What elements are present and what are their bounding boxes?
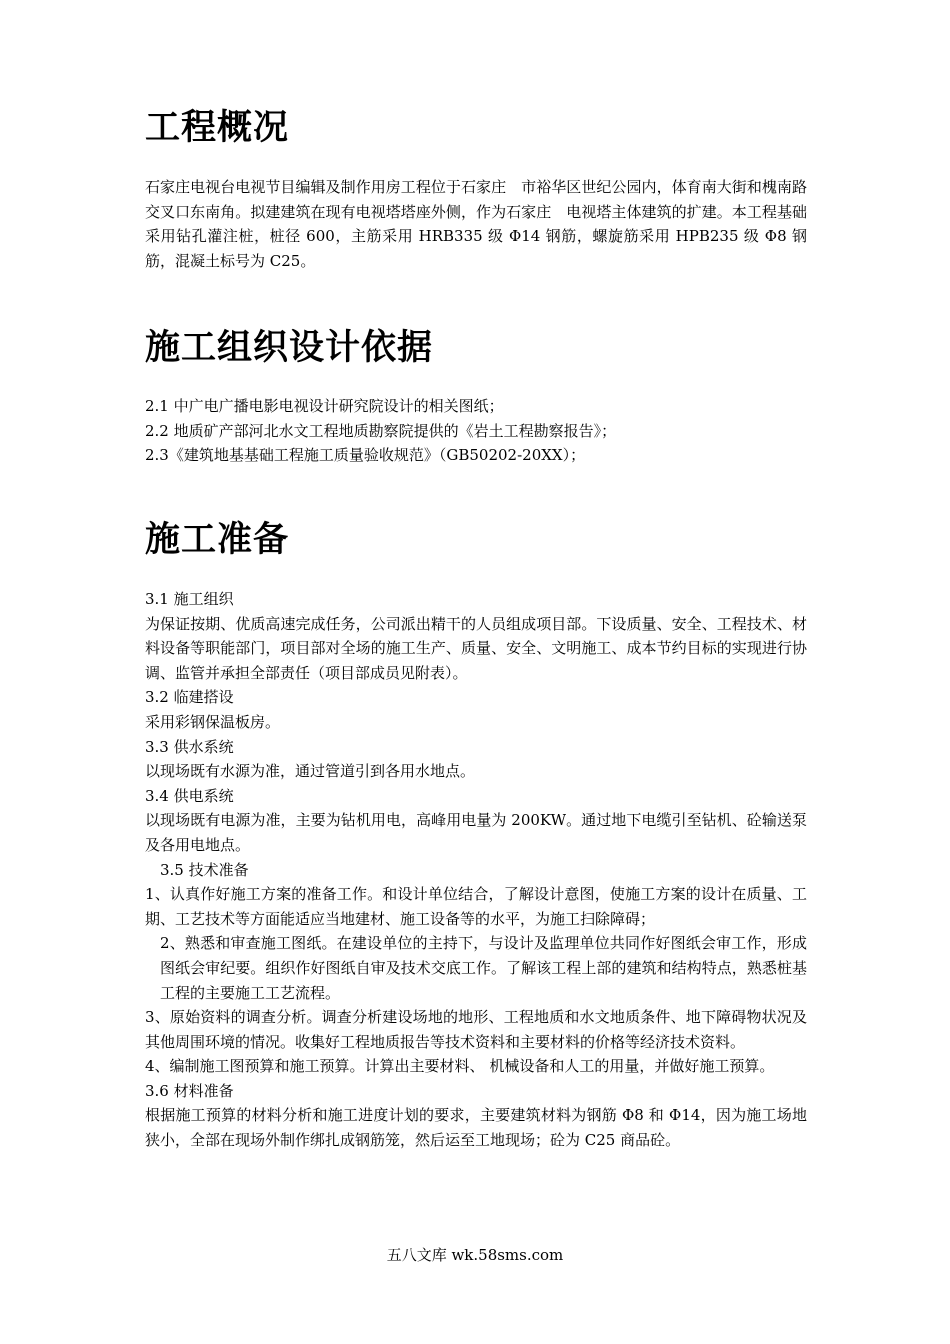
subheading: 3.2 临建搭设 xyxy=(145,688,234,707)
paragraph: 2.3《建筑地基基础工程施工质量验收规范》（GB50202-20XX）； xyxy=(145,446,586,465)
paragraph: 以现场既有水源为准，通过管道引到各用水地点。 xyxy=(145,762,476,781)
section-heading-preparation: 施工准备 xyxy=(145,520,290,560)
subheading: 3.5 技术准备 xyxy=(160,860,249,879)
paragraph: 3、原始资料的调查分析。调查分析建设场地的地形、工程地质和水文地质条件、地下障碍物状况及其他周围环境的情况。收集好工程地质报告等技术资料和主要材料的价格等经济技术资料。 xyxy=(145,1008,807,1051)
section-body-overview xyxy=(145,175,807,273)
paragraph: 4、编制施工图预算和施工预算。计算出主要材料、 机械设备和人工的用量，并做好施工预算。 xyxy=(145,1057,775,1076)
subheading: 3.3 供水系统 xyxy=(145,737,234,756)
paragraph: 2.1 中广电广播电影电视设计研究院设计的相关图纸； xyxy=(145,397,504,415)
subheading: 3.6 材料准备 xyxy=(145,1081,234,1100)
paragraph: 石家庄电视台电视节目编辑及制作用房工程位于石家庄 市裕华区世纪公园内，体育南大街和槐南路交叉口东南角。拟建建筑在现有电视塔塔座外侧，作为石家庄 电视塔主体建筑的扩建。本工程基础采用钻孔灌注桩，桩径 600，主筋采用 HRB335 级 Φ14 钢筋，螺旋筋采用 HPB235 级 Φ8 钢筋，混凝土标号为 C25。 xyxy=(145,178,807,270)
paragraph: 以现场既有电源为准，主要为钻机用电，高峰用电量为 200KW。通过地下电缆引至钻机、砼输送泵及各用电地点。 xyxy=(145,811,807,854)
subheading: 3.4 供电系统 xyxy=(145,786,234,805)
paragraph: 1、认真作好施工方案的准备工作。和设计单位结合，了解设计意图，使施工方案的设计在质量、工期、工艺技术等方面能适应当地建材、施工设备等的水平，为施工扫除障碍； xyxy=(145,885,807,928)
paragraph: 为保证按期、优质高速完成任务，公司派出精干的人员组成项目部。下设质量、安全、工程技术、材料设备等职能部门，项目部对全场的施工生产、质量、安全、文明施工、成本节约目标的实现进行协调、监管并承担全部责任（项目部成员见附表）。 xyxy=(145,614,807,682)
paragraph: 采用彩钢保温板房。 xyxy=(145,712,281,731)
paragraph: 2、熟悉和审查施工图纸。在建设单位的主持下，与设计及监理单位共同作好图纸会审工作，形成图纸会审纪要。组织作好图纸自审及技术交底工作。了解该工程上部的建筑和结构特点，熟悉桩基工程的主要施工工艺流程。 xyxy=(160,934,807,1002)
subheading: 3.1 施工组织 xyxy=(145,590,234,608)
paragraph: 根据施工预算的材料分析和施工进度计划的要求，主要建筑材料为钢筋 Φ8 和 Φ14，因为施工场地狭小，全部在现场外制作绑扎成钢筋笼，然后运至工地现场；砼为 C25 商品砼。 xyxy=(145,1106,807,1150)
section-heading-basis: 施工组织设计依据 xyxy=(145,328,434,368)
footer-watermark: 五八文库 wk.58sms.com xyxy=(386,1246,564,1264)
section-heading-overview: 工程概况 xyxy=(145,108,290,148)
section-body-basis xyxy=(145,394,807,468)
paragraph: 2.2 地质矿产部河北水文工程地质勘察院提供的《岩土工程勘察报告》； xyxy=(145,421,617,440)
section-body-preparation xyxy=(145,587,807,1153)
